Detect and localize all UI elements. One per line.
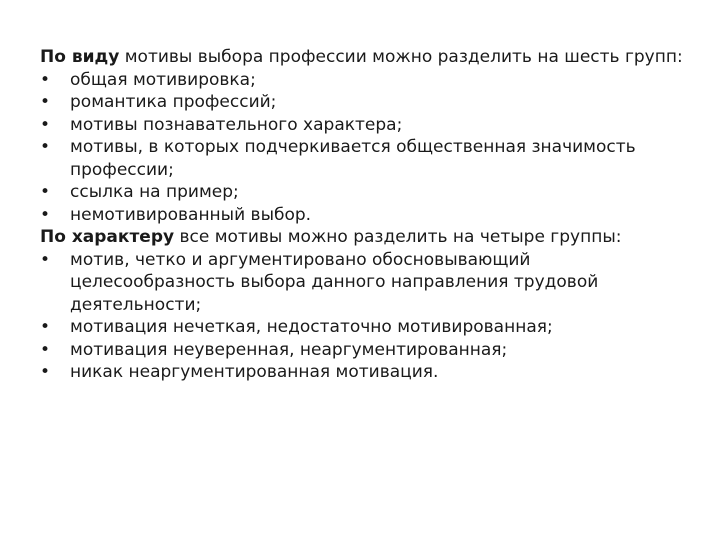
bullet-icon: •	[40, 204, 51, 225]
list-item-text: мотивы, в которых подчеркивается общественная значимость профессии;	[70, 137, 636, 180]
bullet-icon: •	[40, 249, 51, 270]
bullet-icon: •	[40, 317, 51, 337]
list-item-text: романтика профессий;	[70, 92, 277, 112]
list-item	[40, 204, 700, 227]
bullet-icon: •	[40, 114, 51, 135]
list-item	[40, 91, 700, 114]
list-item	[40, 69, 700, 92]
section-1-lead: По виду	[40, 47, 120, 67]
list-item	[40, 136, 700, 181]
bullet-icon: •	[40, 137, 51, 157]
list-item	[40, 361, 700, 384]
bullet-icon: •	[40, 182, 51, 202]
list-item-text: никак неаргументированная мотивация.	[70, 362, 439, 382]
bullet-icon: •	[40, 92, 51, 112]
list-item	[40, 181, 700, 204]
list-item-text: мотивация неуверенная, неаргументированная;	[70, 339, 508, 360]
list-item-text: немотивированный выбор.	[70, 204, 312, 225]
section-1-heading	[40, 46, 700, 69]
list-item-text: общая мотивировка;	[70, 69, 256, 90]
bullet-icon: •	[40, 339, 51, 360]
bullet-icon: •	[40, 362, 51, 382]
section-2-text: все мотивы можно разделить на четыре группы:	[174, 227, 622, 247]
list-item	[40, 316, 700, 339]
section-1-list	[40, 69, 700, 227]
list-item-text: мотив, четко и аргументировано обосновывающий целесообразность выбора данного направления трудовой деятельности;	[70, 249, 599, 315]
section-2-heading	[40, 226, 700, 249]
section-2-lead: По характеру	[40, 227, 175, 247]
slide-body	[40, 46, 700, 384]
list-item	[40, 339, 700, 362]
list-item	[40, 249, 700, 317]
bullet-icon: •	[40, 69, 51, 90]
section-2-list	[40, 249, 700, 384]
section-1-text: мотивы выбора профессии можно разделить на шесть групп:	[119, 47, 683, 67]
list-item-text: мотивация нечеткая, недостаточно мотивированная;	[70, 317, 553, 337]
list-item-text: мотивы познавательного характера;	[70, 114, 403, 135]
list-item-text: ссылка на пример;	[70, 182, 239, 202]
list-item	[40, 114, 700, 137]
